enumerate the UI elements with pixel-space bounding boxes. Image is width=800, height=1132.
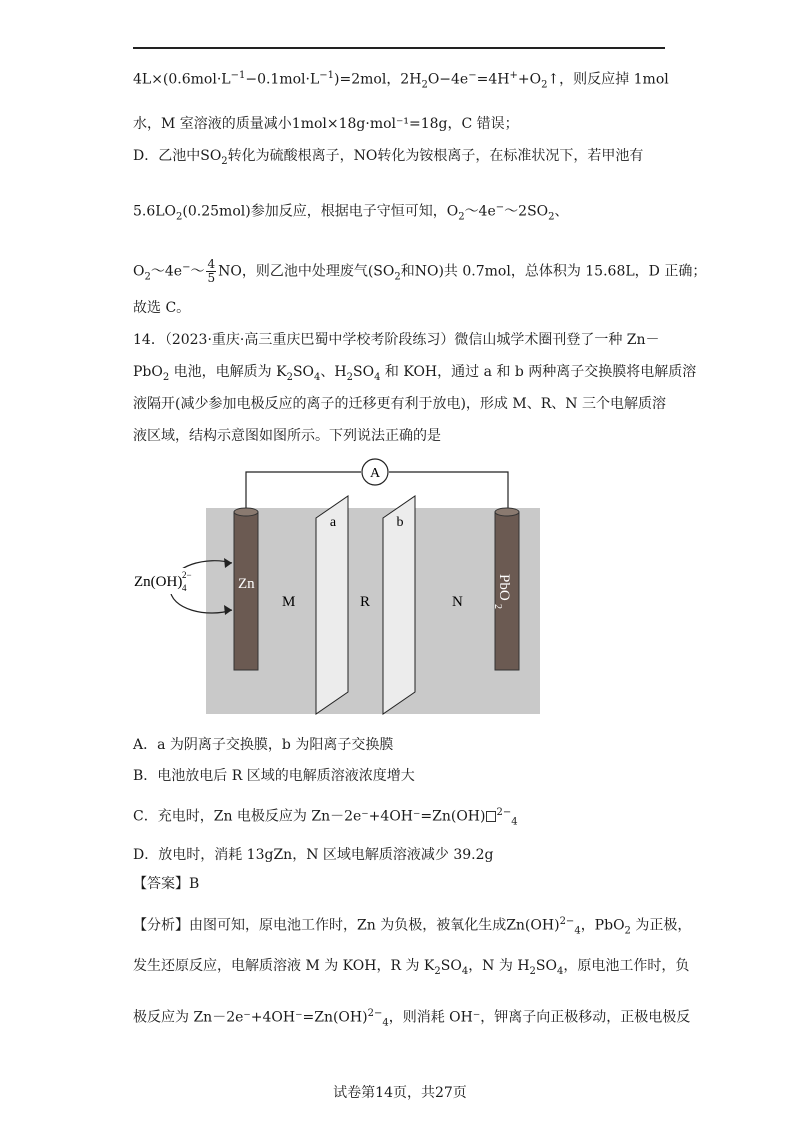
question-line-2: PbO$_2$ 电池，电解质为 $K_2SO_4$、$H_2SO_4$ 和 KOH，通过 a 和 b 两种离子交换膜将电解质溶 (133, 364, 697, 383)
analysis-line-1: 【分析】由图可知，原电池工作时，Zn 为负极，被氧化生成Zn(OH)$^{2-}_4$，PbO$_2$ 为正极， (133, 916, 692, 937)
zincate-subscript: 4 (182, 583, 187, 593)
option-b: B．电池放电后 R 区域的电解质溶液浓度增大 (133, 768, 415, 784)
pbo2-subscript: 2 (492, 604, 503, 609)
fraction: $\frac{4}{5}$ (207, 257, 216, 286)
text-line-3: D．乙池中$SO_2$转化为硫酸根离子，NO转化为铵根离子，在标准状况下，若甲池有 (133, 148, 644, 167)
membrane-a-label: a (329, 515, 337, 530)
zincate-label: Zn(OH) (134, 574, 183, 590)
text-line-5: $O_2\sim 4e^-\sim$ $\frac{4}{5}$ NO，则乙池中处理废气($SO_2$和NO)共 0.7mol，总体积为 15.68L，D 正确； (133, 257, 707, 286)
text-line-4: $5.6LO_2(0.25mol)$参加反应，根据电子守恒可知，$O_2\sim 4e^-\sim 2SO_2$、 (133, 202, 569, 223)
option-d: D．放电时，消耗 13gZn，N 区域电解质溶液减少 39.2g (133, 847, 494, 863)
region-r-label: R (360, 594, 371, 610)
analysis-line-2: 发生还原反应，电解质溶液 M 为 KOH，R 为 $K_2SO_4$，N 为 $H_2SO_4$，原电池工作时，负 (133, 958, 690, 977)
text-line-6: 故选 C。 (133, 300, 191, 316)
option-a: A．a 为阴离子交换膜，b 为阳离子交换膜 (133, 737, 394, 753)
question-line-1: 14．（2023·重庆·高三重庆巴蜀中学校考阶段练习）微信山城学术圈刊登了一种 Zn－ (133, 332, 660, 348)
region-m-label: M (282, 594, 296, 610)
page-footer: 试卷第14页，共27页 (333, 1085, 467, 1101)
question-line-3: 液隔开(减少参加电极反应的离子的迁移更有利于放电)，形成 M、R、N 三个电解质溶 (133, 396, 666, 412)
analysis-line-3: 极反应为 Zn－2e⁻+4OH⁻=Zn(OH)$^{2-}_4$，则消耗 OH⁻，钾离子向正极移动，正极电极反 (133, 1008, 691, 1029)
text-line-1: $4L\times(0.6mol\cdot L^{-1}-0.1mol\cdot L^{-1})=2mol$，$2H_2O-4e^-=4H^++O_2↑$，则反应掉 1mol (133, 70, 669, 91)
pbo2-label-text: PbO (496, 574, 512, 601)
option-c: C．充电时，Zn 电极反应为 Zn－2e⁻+4OH⁻=Zn(OH) $^{2-}_4$ (133, 807, 518, 828)
missing-glyph-box (486, 811, 496, 822)
ammeter-label: A (369, 466, 381, 481)
question-line-4: 液区域，结构示意图如图所示。下列说法正确的是 (133, 428, 441, 444)
region-n-label: N (452, 594, 463, 610)
zn-electrode-top (234, 508, 258, 516)
pbo2-electrode-top (495, 508, 519, 516)
zincate-superscript: 2− (182, 570, 192, 580)
zn-label: Zn (238, 576, 255, 592)
answer: 【答案】B (133, 876, 200, 892)
membrane-b-label: b (396, 515, 404, 530)
text-line-2: 水，M 室溶液的质量减小1mol×18g·mol⁻¹=18g，C 错误； (133, 116, 519, 132)
